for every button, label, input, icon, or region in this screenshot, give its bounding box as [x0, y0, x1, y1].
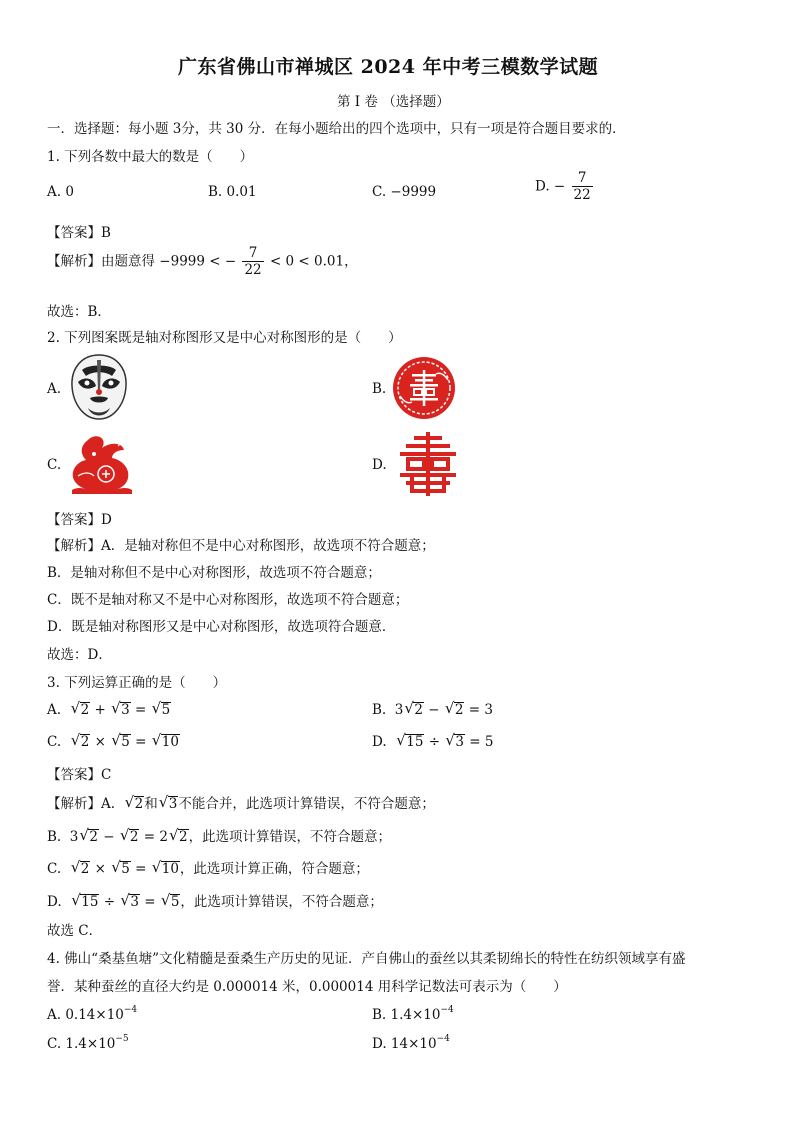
- sqrt: √ 2: [168, 826, 188, 845]
- analysis-text: ，此选项计算错误，不符合题意；: [180, 894, 383, 910]
- q1-stem: 1. 下列各数中最大的数是（ ）: [47, 149, 254, 165]
- sqrt: √ 5: [111, 858, 130, 877]
- q3-stem: 3. 下列运算正确的是（ ）: [47, 675, 227, 691]
- q3-analysis-c: C. √ 2 × √ 5 = √ 10，此选项计算正确，符合题意；: [47, 858, 369, 877]
- analysis-label: C.: [47, 861, 62, 877]
- q2-analysis-1: 【解析】A．是轴对称但不是中心对称图形，故选项不符合题意；: [47, 538, 435, 554]
- q4-option-a: [47, 1005, 137, 1023]
- q3-answer: 【答案】C: [47, 767, 112, 783]
- numerator: 7: [248, 245, 258, 261]
- q3-option-d: D. √ 15 ÷ √ 3 = 5: [372, 731, 494, 750]
- option-label: C.: [47, 734, 62, 750]
- sqrt: √ 2: [404, 699, 423, 718]
- part-title: 第 I 卷 （选择题）: [337, 94, 450, 110]
- papercut-rabbit-icon: [68, 432, 136, 496]
- sqrt: √ 15: [396, 731, 424, 750]
- denominator: 22: [573, 186, 591, 203]
- sqrt: √ 10: [151, 858, 179, 877]
- section-intro: 一．选择题：每小题 3分，共 30 分．在每小题给出的四个选项中，只有一项是符合题目要求的．: [47, 121, 626, 137]
- exponent: −4: [436, 1034, 450, 1044]
- sqrt: √ 5: [111, 731, 130, 750]
- q2-analysis-4: D．既是轴对称图形又是中心对称图形，故选项符合题意．: [47, 619, 396, 635]
- q4-option-d: [372, 1034, 450, 1052]
- q1-option-d-fraction: [572, 172, 593, 202]
- q2-analysis-2: B．是轴对称但不是中心对称图形，故选项不符合题意；: [47, 565, 381, 581]
- q1-conclusion: 故选：B．: [47, 304, 111, 320]
- q1-analysis-pre: 【解析】由题意得 −9999 < −: [47, 253, 237, 270]
- option-label: A.: [47, 702, 62, 718]
- q3-analysis-d: D. √ 15 ÷ √ 3 = √ 5，此选项计算错误，不符合题意；: [47, 891, 383, 910]
- q2-option-a: A.: [47, 381, 62, 397]
- q1-answer: 【答案】B: [47, 225, 111, 241]
- double-happiness-icon: [396, 432, 460, 496]
- sqrt: √ 2: [124, 793, 144, 812]
- sqrt: √ 3: [120, 891, 139, 910]
- sqrt: √ 2: [70, 858, 90, 877]
- analysis-label: D.: [47, 894, 62, 910]
- q1-option-c: C. −9999: [372, 184, 437, 200]
- analysis-text: 不能合并，此选项计算错误，不符合题意；: [178, 796, 435, 812]
- option-text: A. 0.14×10: [47, 1007, 124, 1023]
- peking-opera-mask-icon: [68, 352, 130, 422]
- q1-option-a: A. 0: [47, 184, 74, 200]
- exponent: −4: [440, 1005, 454, 1015]
- q2-conclusion: 故选：D．: [47, 647, 112, 663]
- q4-stem-line-2: 誉．某种蚕丝的直径大约是 0.000014 米，0.000014 用科学记数法可表示为（ ）: [47, 979, 567, 995]
- sqrt: √ 2: [119, 826, 139, 845]
- q4-stem-line-1: 4. 佛山“桑基鱼塘”文化精髓是蚕桑生产历史的见证．产自佛山的蚕丝以其柔韧绵长的特性在纺织领域享有盛: [47, 951, 686, 967]
- q2-option-d: D.: [372, 457, 387, 473]
- q1-analysis-fraction: [242, 247, 263, 277]
- sqrt: √ 15: [71, 891, 99, 910]
- q4-option-b: [372, 1005, 454, 1023]
- option-label: D.: [372, 734, 387, 750]
- sqrt: √ 3: [445, 731, 464, 750]
- sqrt: √ 10: [151, 731, 179, 750]
- q3-option-c: C. √ 2 × √ 5 = √ 10: [47, 731, 179, 750]
- sqrt: √ 3: [111, 699, 130, 718]
- sqrt: √ 2: [79, 826, 98, 845]
- analysis-label: B.: [47, 829, 62, 845]
- denominator: 22: [244, 261, 262, 278]
- q1-option-b: B. 0.01: [208, 184, 257, 200]
- page-title: 广东省佛山市禅城区 2024 年中考三模数学试题: [178, 56, 599, 78]
- option-label: B.: [372, 702, 387, 718]
- numerator: 7: [577, 170, 587, 186]
- option-text: C. 1.4×10: [47, 1036, 116, 1052]
- exponent: −5: [115, 1034, 129, 1044]
- sqrt: √ 2: [70, 731, 90, 750]
- exponent: −4: [123, 1005, 138, 1015]
- sqrt: √ 2: [444, 699, 464, 718]
- analysis-text: ，此选项计算错误，不符合题意；: [188, 829, 392, 845]
- q4-option-c: [47, 1034, 129, 1052]
- q2-option-b: B.: [372, 381, 387, 397]
- analysis-and: 和: [144, 796, 158, 812]
- q3-option-b: B. 3 √ 2 − √ 2 = 3: [372, 699, 493, 718]
- sqrt: √ 3: [158, 793, 178, 812]
- sqrt: √ 2: [70, 699, 90, 718]
- option-text: D. 14×10: [372, 1036, 437, 1052]
- q3-option-a: A. √ 2 + √ 3 = √ 5: [47, 699, 171, 718]
- q3-conclusion: 故选 C．: [47, 923, 103, 939]
- q2-answer: 【答案】D: [47, 512, 112, 528]
- q2-option-c: C.: [47, 457, 62, 473]
- q3-analysis-a: [47, 792, 435, 813]
- double-happiness-round-icon: [392, 356, 456, 420]
- q1-option-d-label: D. −: [535, 178, 566, 195]
- q1-analysis: [47, 247, 358, 277]
- sqrt: √ 5: [160, 891, 180, 910]
- q2-stem: 2. 下列图案既是轴对称图形又是中心对称图形的是（ ）: [47, 330, 402, 346]
- q1-analysis-post: < 0 < 0.01，: [269, 253, 358, 270]
- sqrt: √ 5: [151, 699, 171, 718]
- analysis-label: 【解析】A.: [47, 796, 116, 812]
- q2-analysis-3: C．既不是轴对称又不是中心对称图形，故选项不符合题意；: [47, 592, 409, 608]
- q1-option-d: [535, 172, 595, 202]
- q3-analysis-b: B. 3 √ 2 − √ 2 = 2 √ 2，此选项计算错误，不符合题意；: [47, 826, 392, 845]
- analysis-text: ，此选项计算正确，符合题意；: [179, 861, 369, 877]
- option-text: B. 1.4×10: [372, 1007, 441, 1023]
